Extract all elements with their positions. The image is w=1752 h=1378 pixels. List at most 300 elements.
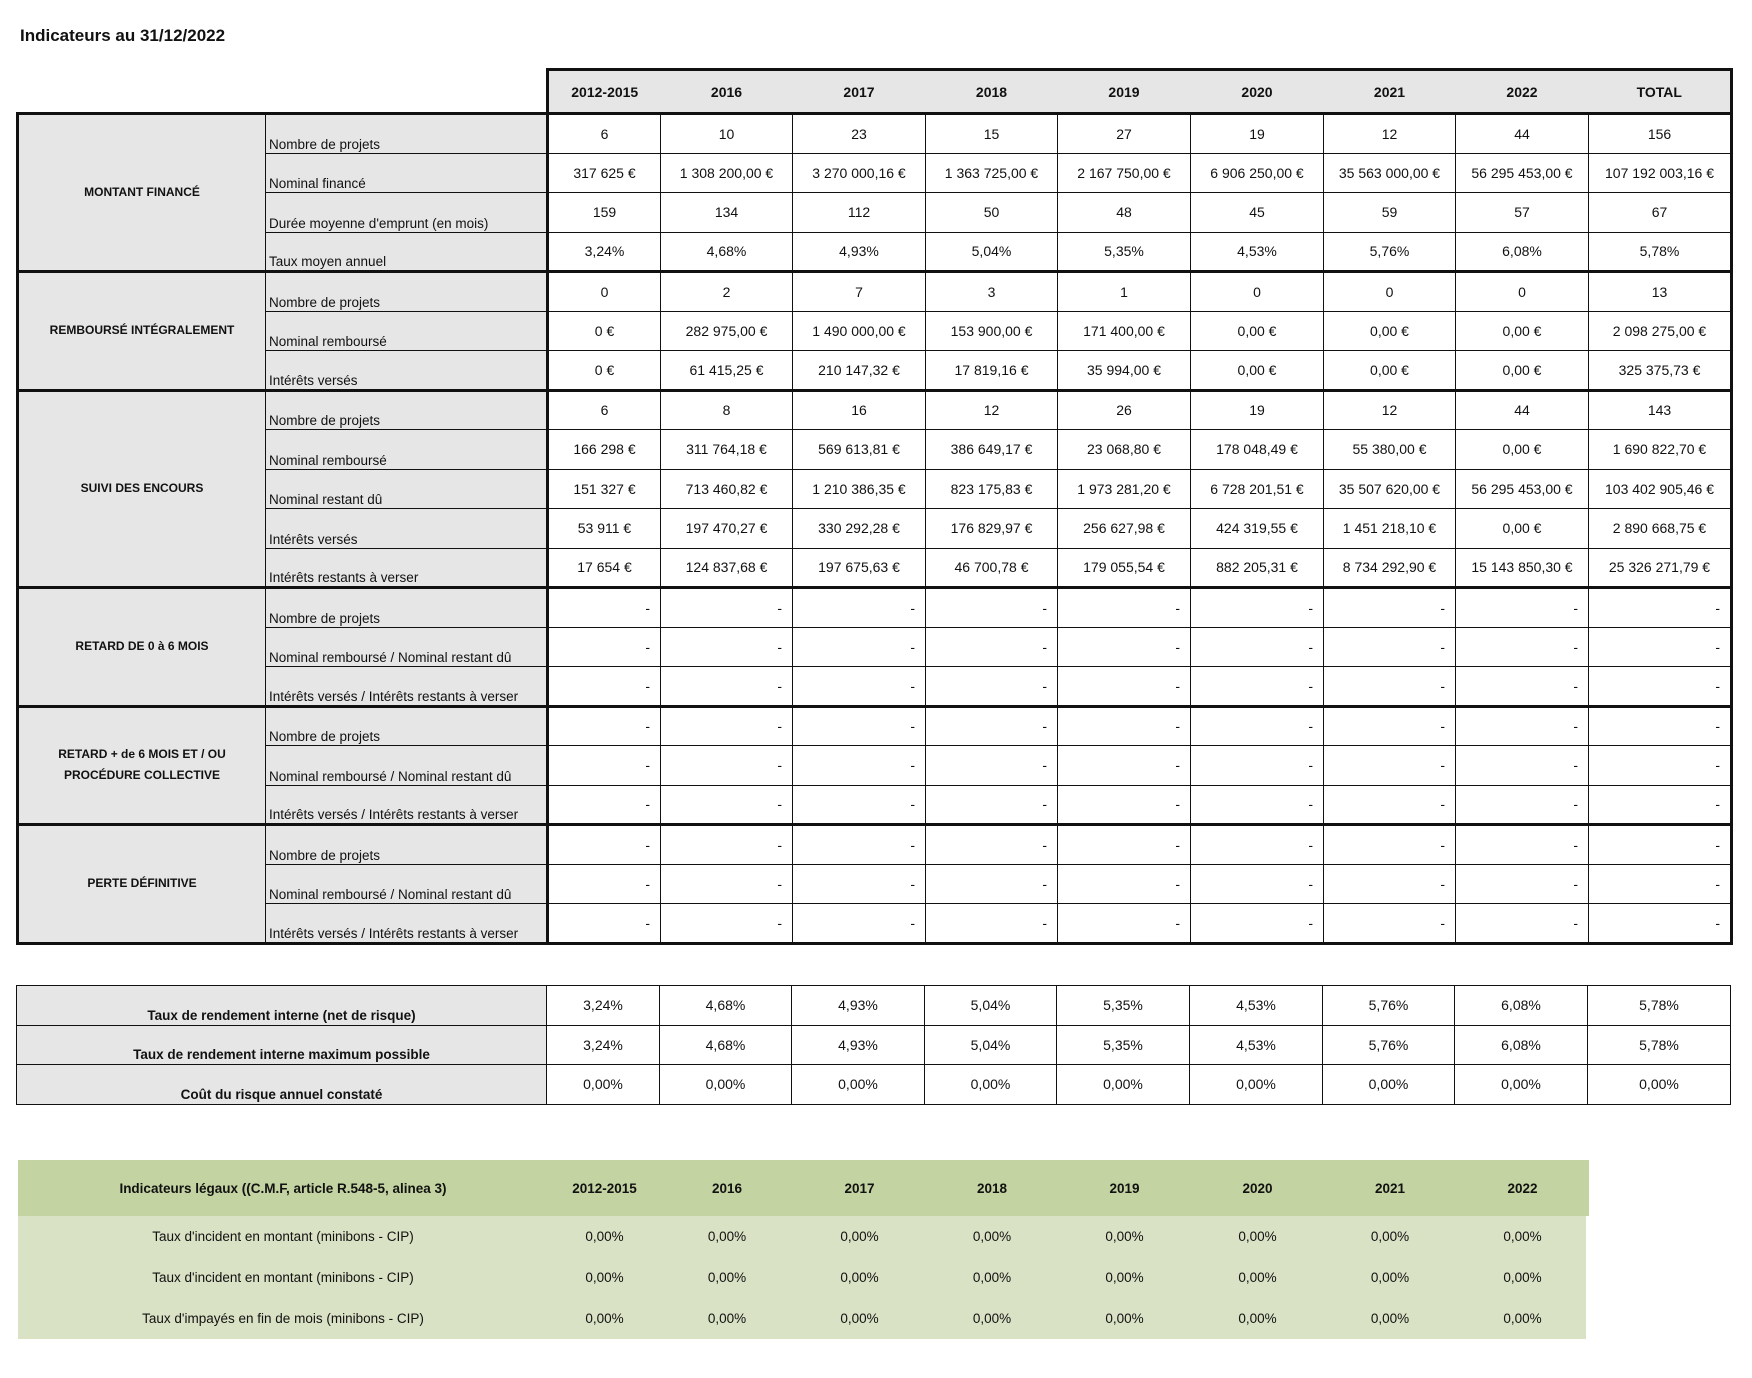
table-cell: 5,04% — [926, 232, 1058, 272]
table-cell: 35 563 000,00 € — [1324, 153, 1456, 193]
table-cell: 16 — [793, 390, 926, 430]
table-cell: - — [661, 904, 793, 944]
table-cell: 6,08% — [1456, 232, 1589, 272]
column-header: 2017 — [793, 70, 926, 114]
table-row — [18, 746, 1732, 786]
table-cell: - — [1324, 627, 1456, 667]
rate-cell: 0,00% — [792, 1065, 925, 1105]
table-cell: 23 068,80 € — [1058, 430, 1191, 470]
table-cell: - — [926, 785, 1058, 825]
row-label: Intérêts versés / Intérêts restants à verser — [266, 785, 548, 825]
rate-cell: 0,00% — [1455, 1065, 1588, 1105]
table-cell: 176 829,97 € — [926, 509, 1058, 549]
table-row — [18, 232, 1732, 272]
table-row — [18, 588, 1732, 628]
table-cell: 56 295 453,00 € — [1456, 469, 1589, 509]
table-row — [18, 667, 1732, 707]
table-cell: 8 734 292,90 € — [1324, 548, 1456, 588]
table-cell: 317 625 € — [548, 153, 661, 193]
table-cell: 35 507 620,00 € — [1324, 469, 1456, 509]
legal-cell: 0,00% — [1105, 1311, 1144, 1326]
table-cell: 55 380,00 € — [1324, 430, 1456, 470]
legal-cell: 0,00% — [972, 1311, 1012, 1326]
table-cell: - — [548, 785, 661, 825]
table-cell: - — [661, 706, 793, 746]
table-cell: - — [793, 667, 926, 707]
legal-cell: 0,00% — [585, 1270, 624, 1285]
row-label: Durée moyenne d'emprunt (en mois) — [266, 193, 548, 233]
column-header: 2019 — [1058, 70, 1191, 114]
table-cell: - — [793, 904, 926, 944]
legal-column-header: 2019 — [1058, 1160, 1191, 1216]
header-blank — [18, 70, 548, 114]
table-cell: - — [1191, 746, 1324, 786]
table-cell: 5,78% — [1589, 232, 1732, 272]
table-cell: 44 — [1456, 114, 1589, 154]
table-row — [18, 509, 1732, 549]
legal-cell: 0,00% — [840, 1229, 879, 1244]
table-cell: - — [1456, 706, 1589, 746]
table-cell: 19 — [1191, 390, 1324, 430]
table-cell: - — [661, 667, 793, 707]
rate-cell: 5,78% — [1588, 1025, 1731, 1065]
table-row — [18, 825, 1732, 865]
column-header: 2021 — [1324, 70, 1456, 114]
table-cell: - — [1058, 785, 1191, 825]
legal-row-label: Taux d'impayés en fin de mois (minibons - CIP) — [142, 1311, 424, 1326]
legal-cell: 0,00% — [707, 1229, 747, 1244]
table-cell: - — [793, 864, 926, 904]
table-cell: 166 298 € — [548, 430, 661, 470]
table-cell: - — [926, 904, 1058, 944]
table-row — [18, 390, 1732, 430]
table-cell: 1 490 000,00 € — [793, 311, 926, 351]
table-cell: 1 210 386,35 € — [793, 469, 926, 509]
row-label: Intérêts versés / Intérêts restants à verser — [266, 904, 548, 944]
legal-cell: 0,00% — [1503, 1311, 1542, 1326]
group-label: RETARD DE 0 à 6 MOIS — [18, 588, 266, 707]
table-row — [18, 311, 1732, 351]
rates-body — [17, 986, 1731, 1105]
table-cell: 112 — [793, 193, 926, 233]
table-cell: - — [1058, 825, 1191, 865]
table-row — [18, 193, 1732, 233]
legal-column-header: 2021 — [1324, 1160, 1456, 1216]
legal-row-label: Taux d'incident en montant (minibons - CIP) — [152, 1270, 414, 1285]
table-cell: - — [1324, 746, 1456, 786]
indicators-table — [16, 68, 1733, 945]
table-cell: 12 — [1324, 114, 1456, 154]
table-cell: - — [1058, 706, 1191, 746]
table-cell: 56 295 453,00 € — [1456, 153, 1589, 193]
table-cell: 0,00 € — [1456, 430, 1589, 470]
table-cell: 5,76% — [1324, 232, 1456, 272]
table-cell: 0 — [1191, 272, 1324, 312]
rate-cell: 5,04% — [925, 986, 1057, 1026]
table-cell: - — [1589, 706, 1732, 746]
rate-cell: 0,00% — [1323, 1065, 1455, 1105]
table-cell: 143 — [1589, 390, 1732, 430]
legal-cell: 0,00% — [972, 1270, 1012, 1285]
legal-indicators-panel — [18, 1160, 1586, 1339]
rate-cell: 5,78% — [1588, 986, 1731, 1026]
table-cell: 0 € — [548, 351, 661, 391]
legal-cell: 0,00% — [707, 1311, 747, 1326]
table-cell: - — [1191, 864, 1324, 904]
table-cell: 256 627,98 € — [1058, 509, 1191, 549]
table-cell: - — [548, 864, 661, 904]
table-cell: - — [661, 746, 793, 786]
rate-cell: 0,00% — [1588, 1065, 1731, 1105]
table-cell: 6 728 201,51 € — [1191, 469, 1324, 509]
page-title: Indicateurs au 31/12/2022 — [20, 26, 226, 45]
rate-cell: 5,76% — [1323, 1025, 1455, 1065]
table-cell: 124 837,68 € — [661, 548, 793, 588]
rate-label: Taux de rendement interne maximum possible — [17, 1025, 547, 1065]
table-row — [18, 864, 1732, 904]
legal-cell: 0,00% — [585, 1229, 624, 1244]
column-header: TOTAL — [1589, 70, 1732, 114]
table-cell: 1 308 200,00 € — [661, 153, 793, 193]
rate-label: Taux de rendement interne (net de risque) — [17, 986, 547, 1026]
table-cell: - — [1058, 904, 1191, 944]
table-cell: - — [1324, 904, 1456, 944]
column-header: 2018 — [926, 70, 1058, 114]
table-cell: 10 — [661, 114, 793, 154]
table-row — [18, 114, 1732, 154]
legal-header-row — [18, 1160, 1589, 1216]
table-cell: - — [793, 627, 926, 667]
legal-column-header: 2018 — [926, 1160, 1058, 1216]
table-cell: - — [793, 588, 926, 628]
rate-cell: 4,68% — [660, 1025, 792, 1065]
row-label: Nominal remboursé / Nominal restant dû — [266, 864, 548, 904]
table-cell: 159 — [548, 193, 661, 233]
row-label: Nombre de projets — [266, 390, 548, 430]
rate-label: Coût du risque annuel constaté — [17, 1065, 547, 1105]
table-cell: - — [661, 864, 793, 904]
rate-cell: 3,24% — [547, 1025, 660, 1065]
table-cell: 0,00 € — [1191, 311, 1324, 351]
table-cell: - — [1191, 627, 1324, 667]
table-cell: - — [1589, 627, 1732, 667]
table-cell: 178 048,49 € — [1191, 430, 1324, 470]
table-cell: 0,00 € — [1191, 351, 1324, 391]
table-cell: 12 — [926, 390, 1058, 430]
rate-row — [17, 1025, 1731, 1065]
row-label: Nombre de projets — [266, 114, 548, 154]
table-row — [18, 272, 1732, 312]
table-cell: 25 326 271,79 € — [1589, 548, 1732, 588]
legal-cell: 0,00% — [585, 1311, 624, 1326]
table-cell: - — [1191, 706, 1324, 746]
table-cell: - — [1589, 746, 1732, 786]
table-cell: 3 — [926, 272, 1058, 312]
table-cell: 210 147,32 € — [793, 351, 926, 391]
table-cell: 1 690 822,70 € — [1589, 430, 1732, 470]
rate-cell: 4,53% — [1190, 1025, 1323, 1065]
row-label: Intérêts versés — [266, 351, 548, 391]
table-row — [18, 548, 1732, 588]
table-cell: - — [1324, 785, 1456, 825]
legal-cell: 0,00% — [707, 1270, 747, 1285]
indicators-body — [18, 114, 1732, 944]
group-label: REMBOURSÉ INTÉGRALEMENT — [18, 272, 266, 391]
table-cell: - — [1058, 667, 1191, 707]
table-cell: 67 — [1589, 193, 1732, 233]
row-label: Nombre de projets — [266, 588, 548, 628]
table-cell: 26 — [1058, 390, 1191, 430]
table-cell: - — [793, 785, 926, 825]
column-header: 2022 — [1456, 70, 1589, 114]
row-label: Nombre de projets — [266, 272, 548, 312]
table-cell: 2 167 750,00 € — [1058, 153, 1191, 193]
table-cell: - — [926, 627, 1058, 667]
table-cell: 4,93% — [793, 232, 926, 272]
rate-cell: 4,53% — [1190, 986, 1323, 1026]
table-cell: - — [1324, 825, 1456, 865]
row-label: Nominal remboursé — [266, 311, 548, 351]
table-row — [18, 627, 1732, 667]
table-cell: 6 — [548, 390, 661, 430]
table-cell: 23 — [793, 114, 926, 154]
table-cell: 0,00 € — [1456, 311, 1589, 351]
table-cell: - — [793, 706, 926, 746]
legal-column-header: 2012-2015 — [548, 1160, 661, 1216]
table-cell: 45 — [1191, 193, 1324, 233]
table-cell: 107 192 003,16 € — [1589, 153, 1732, 193]
row-label: Nombre de projets — [266, 825, 548, 865]
table-cell: - — [548, 746, 661, 786]
table-cell: - — [548, 627, 661, 667]
table-cell: - — [661, 785, 793, 825]
rate-cell: 4,68% — [660, 986, 792, 1026]
table-cell: 424 319,55 € — [1191, 509, 1324, 549]
table-cell: - — [1191, 588, 1324, 628]
table-row — [18, 430, 1732, 470]
rate-cell: 5,04% — [925, 1025, 1057, 1065]
table-cell: 882 205,31 € — [1191, 548, 1324, 588]
table-cell: 171 400,00 € — [1058, 311, 1191, 351]
rate-cell: 5,35% — [1057, 986, 1190, 1026]
table-row — [18, 351, 1732, 391]
table-cell: - — [793, 746, 926, 786]
legal-cell: 0,00% — [1238, 1311, 1277, 1326]
legal-indicators-body — [18, 1160, 1589, 1339]
table-cell: 3,24% — [548, 232, 661, 272]
legal-cell: 0,00% — [1105, 1229, 1144, 1244]
legal-cell: 0,00% — [1238, 1229, 1277, 1244]
table-cell: - — [1191, 825, 1324, 865]
legal-cell: 0,00% — [1238, 1270, 1277, 1285]
legal-cell: 0,00% — [840, 1311, 879, 1326]
table-cell: 15 143 850,30 € — [1456, 548, 1589, 588]
column-header: 2016 — [661, 70, 793, 114]
table-cell: 53 911 € — [548, 509, 661, 549]
table-row — [18, 469, 1732, 509]
table-cell: - — [548, 588, 661, 628]
row-label: Nominal remboursé — [266, 430, 548, 470]
table-cell: 0 — [1324, 272, 1456, 312]
table-cell: 197 675,63 € — [793, 548, 926, 588]
table-cell: - — [1324, 706, 1456, 746]
table-cell: 0 € — [548, 311, 661, 351]
legal-cell: 0,00% — [1503, 1229, 1542, 1244]
table-row — [18, 785, 1732, 825]
table-cell: 48 — [1058, 193, 1191, 233]
table-cell: - — [1589, 785, 1732, 825]
rate-cell: 6,08% — [1455, 986, 1588, 1026]
table-row — [18, 706, 1732, 746]
table-cell: 3 270 000,16 € — [793, 153, 926, 193]
column-header: 2012-2015 — [548, 70, 661, 114]
table-cell: 8 — [661, 390, 793, 430]
table-cell: 153 900,00 € — [926, 311, 1058, 351]
rate-cell: 3,24% — [547, 986, 660, 1026]
table-cell: 311 764,18 € — [661, 430, 793, 470]
table-cell: - — [1191, 667, 1324, 707]
table-cell: 2 — [661, 272, 793, 312]
legal-column-header: 2020 — [1191, 1160, 1324, 1216]
table-cell: 0 — [1456, 272, 1589, 312]
table-cell: - — [926, 706, 1058, 746]
legal-column-header: 2017 — [793, 1160, 926, 1216]
table-cell: 325 375,73 € — [1589, 351, 1732, 391]
table-cell: 134 — [661, 193, 793, 233]
table-cell: 0,00 € — [1456, 509, 1589, 549]
legal-cell: 0,00% — [1370, 1229, 1410, 1244]
rate-cell: 5,35% — [1057, 1025, 1190, 1065]
table-cell: - — [1058, 864, 1191, 904]
table-cell: 2 098 275,00 € — [1589, 311, 1732, 351]
table-cell: - — [1058, 746, 1191, 786]
table-cell: - — [1589, 825, 1732, 865]
table-cell: 50 — [926, 193, 1058, 233]
legal-row — [18, 1257, 1589, 1298]
table-row — [18, 904, 1732, 944]
table-cell: 0,00 € — [1324, 351, 1456, 391]
table-cell: 27 — [1058, 114, 1191, 154]
legal-row — [18, 1216, 1589, 1257]
rate-cell: 5,76% — [1323, 986, 1455, 1026]
table-cell: 2 890 668,75 € — [1589, 509, 1732, 549]
table-cell: 1 973 281,20 € — [1058, 469, 1191, 509]
table-cell: 15 — [926, 114, 1058, 154]
table-cell: - — [1191, 785, 1324, 825]
row-label: Taux moyen annuel — [266, 232, 548, 272]
table-cell: 823 175,83 € — [926, 469, 1058, 509]
legal-cell: 0,00% — [972, 1229, 1012, 1244]
table-cell: 17 819,16 € — [926, 351, 1058, 391]
table-cell: - — [793, 825, 926, 865]
row-label: Intérêts restants à verser — [266, 548, 548, 588]
table-cell: - — [926, 667, 1058, 707]
table-cell: 44 — [1456, 390, 1589, 430]
group-label: PERTE DÉFINITIVE — [18, 825, 266, 944]
table-cell: 197 470,27 € — [661, 509, 793, 549]
group-label: MONTANT FINANCÉ — [18, 114, 266, 272]
table-cell: 4,53% — [1191, 232, 1324, 272]
table-cell: - — [1456, 825, 1589, 865]
table-cell: 386 649,17 € — [926, 430, 1058, 470]
legal-title: Indicateurs légaux ((C.M.F, article R.548-5, alinea 3) — [18, 1160, 548, 1216]
rate-row — [17, 1065, 1731, 1105]
table-cell: 569 613,81 € — [793, 430, 926, 470]
rate-cell: 0,00% — [925, 1065, 1057, 1105]
table-cell: - — [1058, 588, 1191, 628]
legal-row-label: Taux d'incident en montant (minibons - CIP) — [152, 1229, 414, 1244]
row-label: Nominal remboursé / Nominal restant dû — [266, 627, 548, 667]
legal-cell: 0,00% — [1105, 1270, 1144, 1285]
table-cell: 46 700,78 € — [926, 548, 1058, 588]
table-cell: - — [1324, 864, 1456, 904]
table-cell: 5,35% — [1058, 232, 1191, 272]
table-cell: - — [926, 825, 1058, 865]
table-cell: - — [1589, 667, 1732, 707]
table-cell: - — [1324, 667, 1456, 707]
rate-cell: 4,93% — [792, 1025, 925, 1065]
legal-column-header: 2022 — [1456, 1160, 1589, 1216]
row-label: Nombre de projets — [266, 706, 548, 746]
row-label: Intérêts versés / Intérêts restants à verser — [266, 667, 548, 707]
rate-cell: 6,08% — [1455, 1025, 1588, 1065]
table-cell: - — [1589, 864, 1732, 904]
table-cell: 103 402 905,46 € — [1589, 469, 1732, 509]
table-cell: - — [1191, 904, 1324, 944]
row-label: Intérêts versés — [266, 509, 548, 549]
legal-cell: 0,00% — [1370, 1311, 1410, 1326]
row-label: Nominal financé — [266, 153, 548, 193]
table-cell: 330 292,28 € — [793, 509, 926, 549]
table-cell: 61 415,25 € — [661, 351, 793, 391]
table-cell: 0 — [548, 272, 661, 312]
table-cell: - — [1058, 627, 1191, 667]
table-cell: 4,68% — [661, 232, 793, 272]
row-label: Nominal restant dû — [266, 469, 548, 509]
table-cell: 13 — [1589, 272, 1732, 312]
table-cell: 1 451 218,10 € — [1324, 509, 1456, 549]
table-cell: - — [548, 904, 661, 944]
table-cell: - — [661, 627, 793, 667]
rate-cell: 0,00% — [547, 1065, 660, 1105]
legal-cell: 0,00% — [840, 1270, 879, 1285]
rate-cell: 4,93% — [792, 986, 925, 1026]
table-row — [18, 153, 1732, 193]
rate-cell: 0,00% — [1057, 1065, 1190, 1105]
table-cell: 35 994,00 € — [1058, 351, 1191, 391]
table-cell: 179 055,54 € — [1058, 548, 1191, 588]
rate-cell: 0,00% — [1190, 1065, 1323, 1105]
table-cell: 282 975,00 € — [661, 311, 793, 351]
legal-cell: 0,00% — [1370, 1270, 1410, 1285]
table-cell: 151 327 € — [548, 469, 661, 509]
table-cell: - — [661, 588, 793, 628]
rate-row — [17, 986, 1731, 1026]
table-cell: - — [926, 746, 1058, 786]
row-label: Nominal remboursé / Nominal restant dû — [266, 746, 548, 786]
table-cell: - — [548, 706, 661, 746]
rates-table — [16, 985, 1731, 1105]
table-cell: 1 363 725,00 € — [926, 153, 1058, 193]
table-cell: - — [548, 825, 661, 865]
table-cell: 1 — [1058, 272, 1191, 312]
table-cell: 59 — [1324, 193, 1456, 233]
table-cell: - — [661, 825, 793, 865]
table-cell: 12 — [1324, 390, 1456, 430]
table-cell: 156 — [1589, 114, 1732, 154]
table-cell: - — [926, 588, 1058, 628]
legal-row — [18, 1298, 1589, 1339]
